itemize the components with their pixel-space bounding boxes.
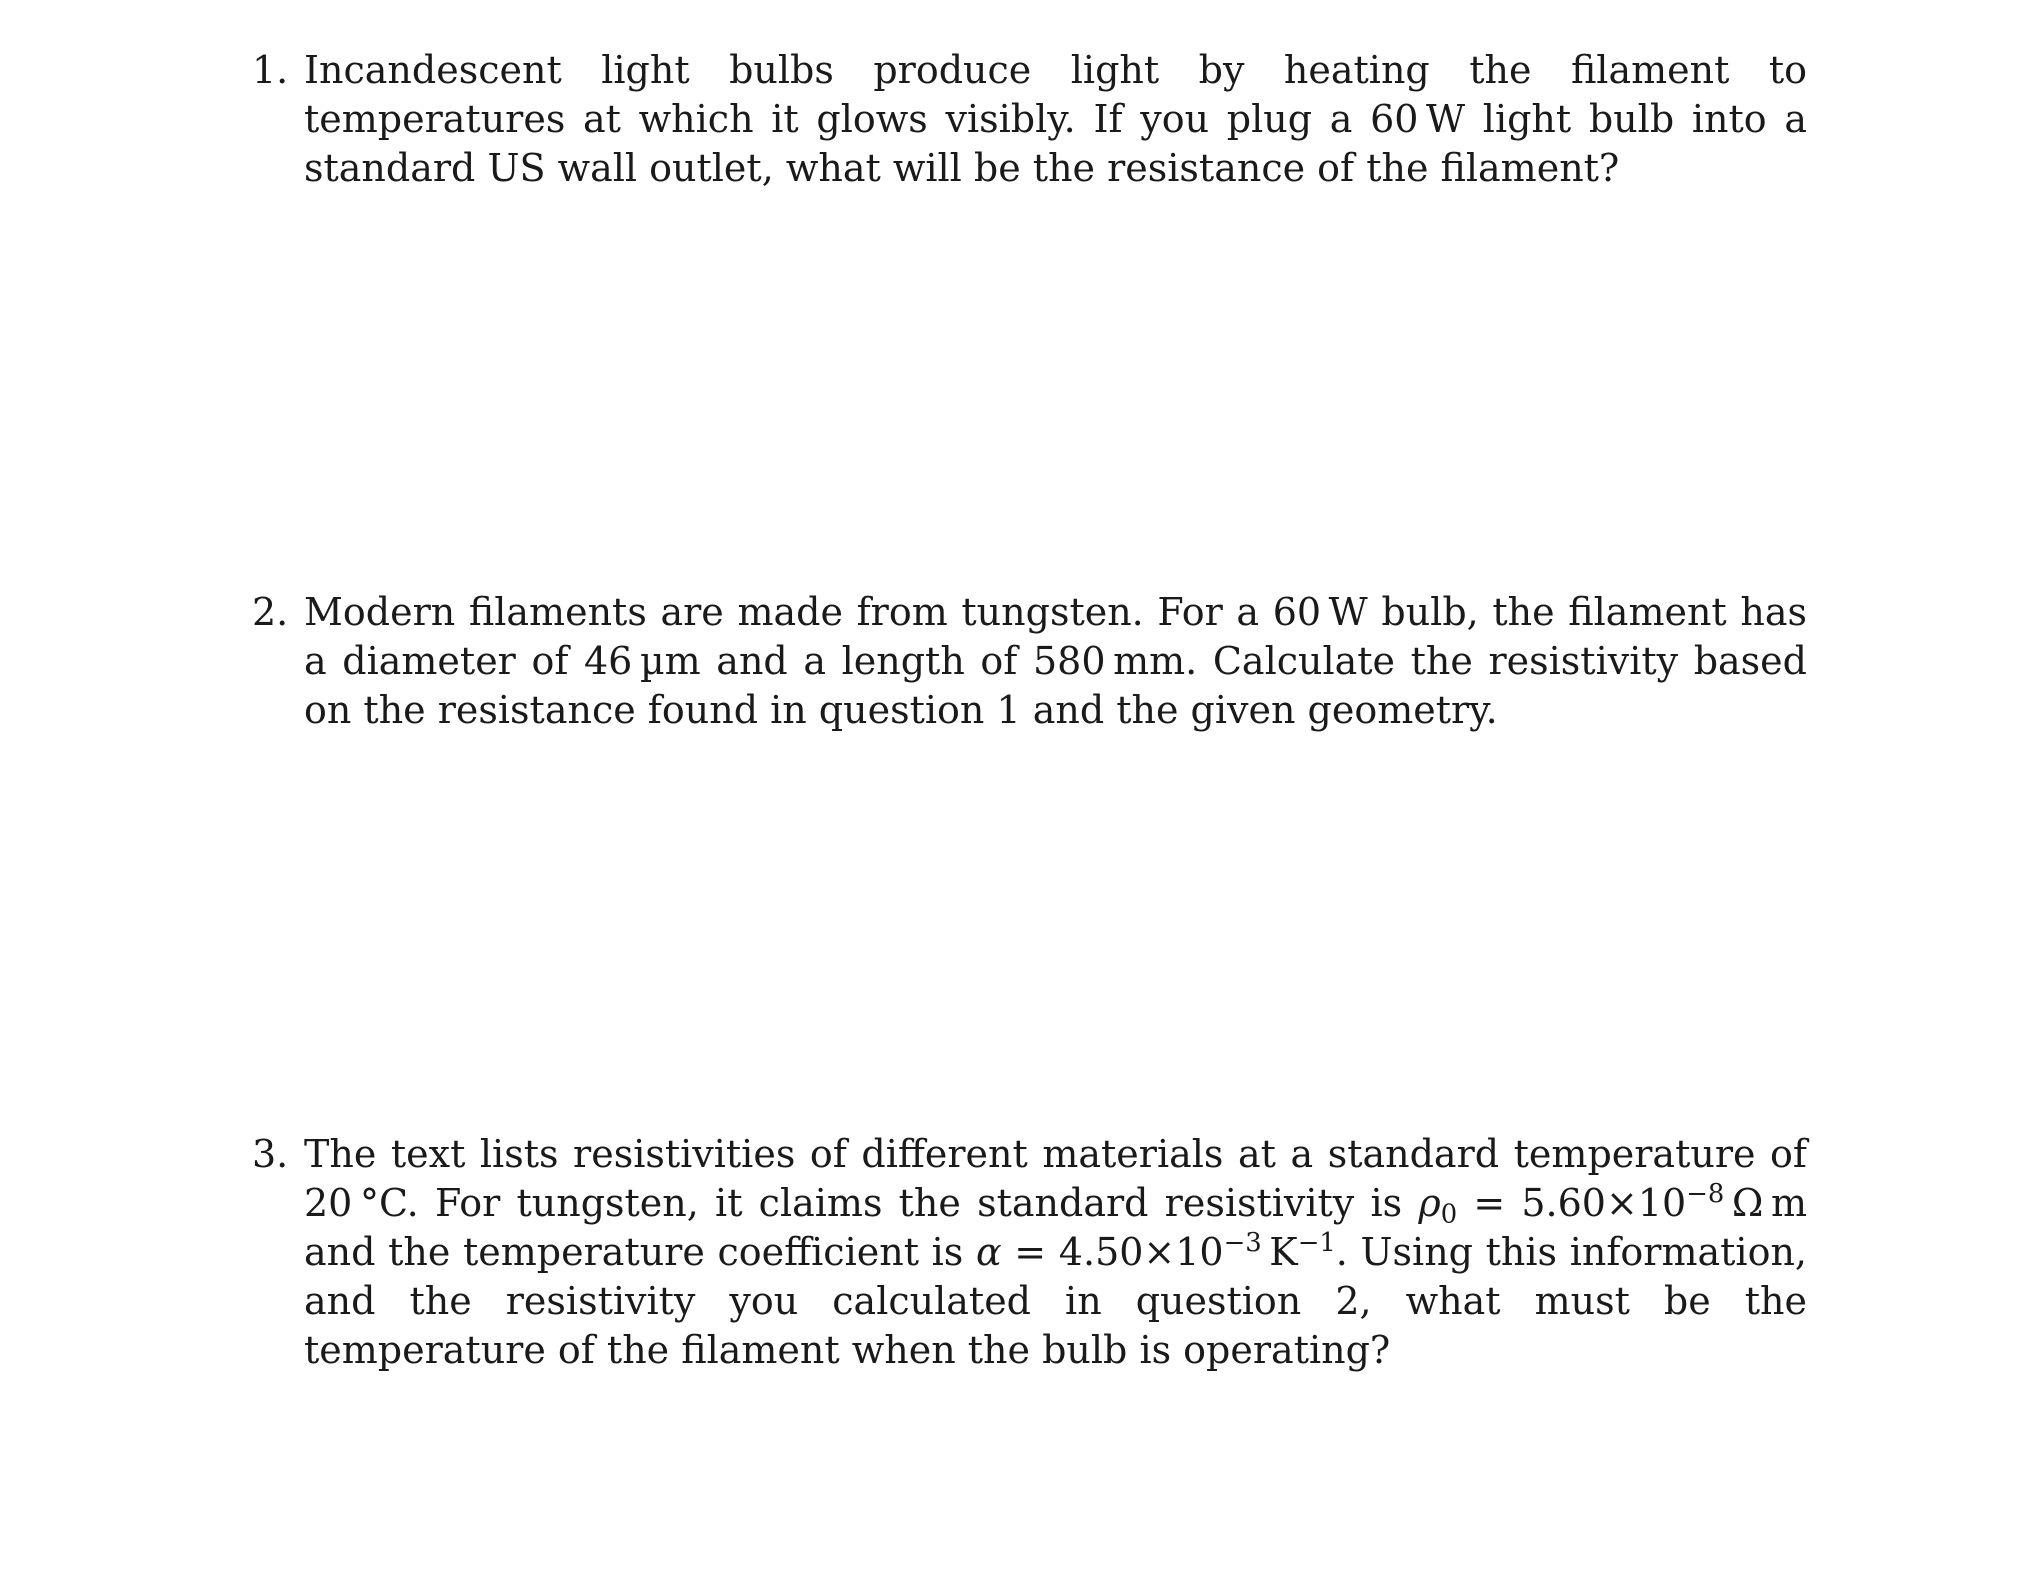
question-text: Incandescent light bulbs produce light by heating the filament to temperatures at which it glows visibly. If you plug a 60 W light bulb into a standard US wall outlet, what will be the resistance of the filament? — [304, 48, 1807, 190]
question-text — [304, 1130, 1807, 1375]
alpha-value: = 4.50×10 — [1001, 1230, 1224, 1274]
rho-symbol: ρ — [1418, 1181, 1441, 1225]
question-number: 1. — [252, 48, 289, 92]
rho-value: = 5.60×10 — [1457, 1181, 1687, 1225]
question-3 — [252, 1130, 1807, 1375]
rho-exponent: −8 — [1686, 1178, 1725, 1209]
alpha-unit: K — [1261, 1230, 1298, 1274]
question-number: 2. — [252, 590, 289, 634]
alpha-unit-exponent: −1 — [1297, 1227, 1336, 1258]
rho-unit: Ω m — [1724, 1181, 1807, 1225]
question-text: Modern filaments are made from tungsten. For a 60 W bulb, the filament has a diameter of 46 µm and a length of 580 mm. Calculate the resistivity based on the resistance found in question 1 and the given geometry. — [304, 590, 1807, 732]
text-segment: . Using this information, and the resistivity you calculated in question 2, what must be the temperature of the filament when the bulb is operating? — [304, 1230, 1807, 1372]
text-segment: The text lists resistivities of different materials at a standard temperature of 20 °C. For tungsten, it claims the standard resistivity is — [304, 1132, 1807, 1225]
question-number: 3. — [252, 1132, 289, 1176]
alpha-symbol: α — [975, 1230, 1002, 1274]
rho-subscript: 0 — [1440, 1199, 1458, 1230]
alpha-exponent: −3 — [1223, 1227, 1262, 1258]
question-1 — [252, 46, 1807, 193]
question-2 — [252, 588, 1807, 735]
text-segment: and the temperature coefficient is — [304, 1230, 976, 1274]
